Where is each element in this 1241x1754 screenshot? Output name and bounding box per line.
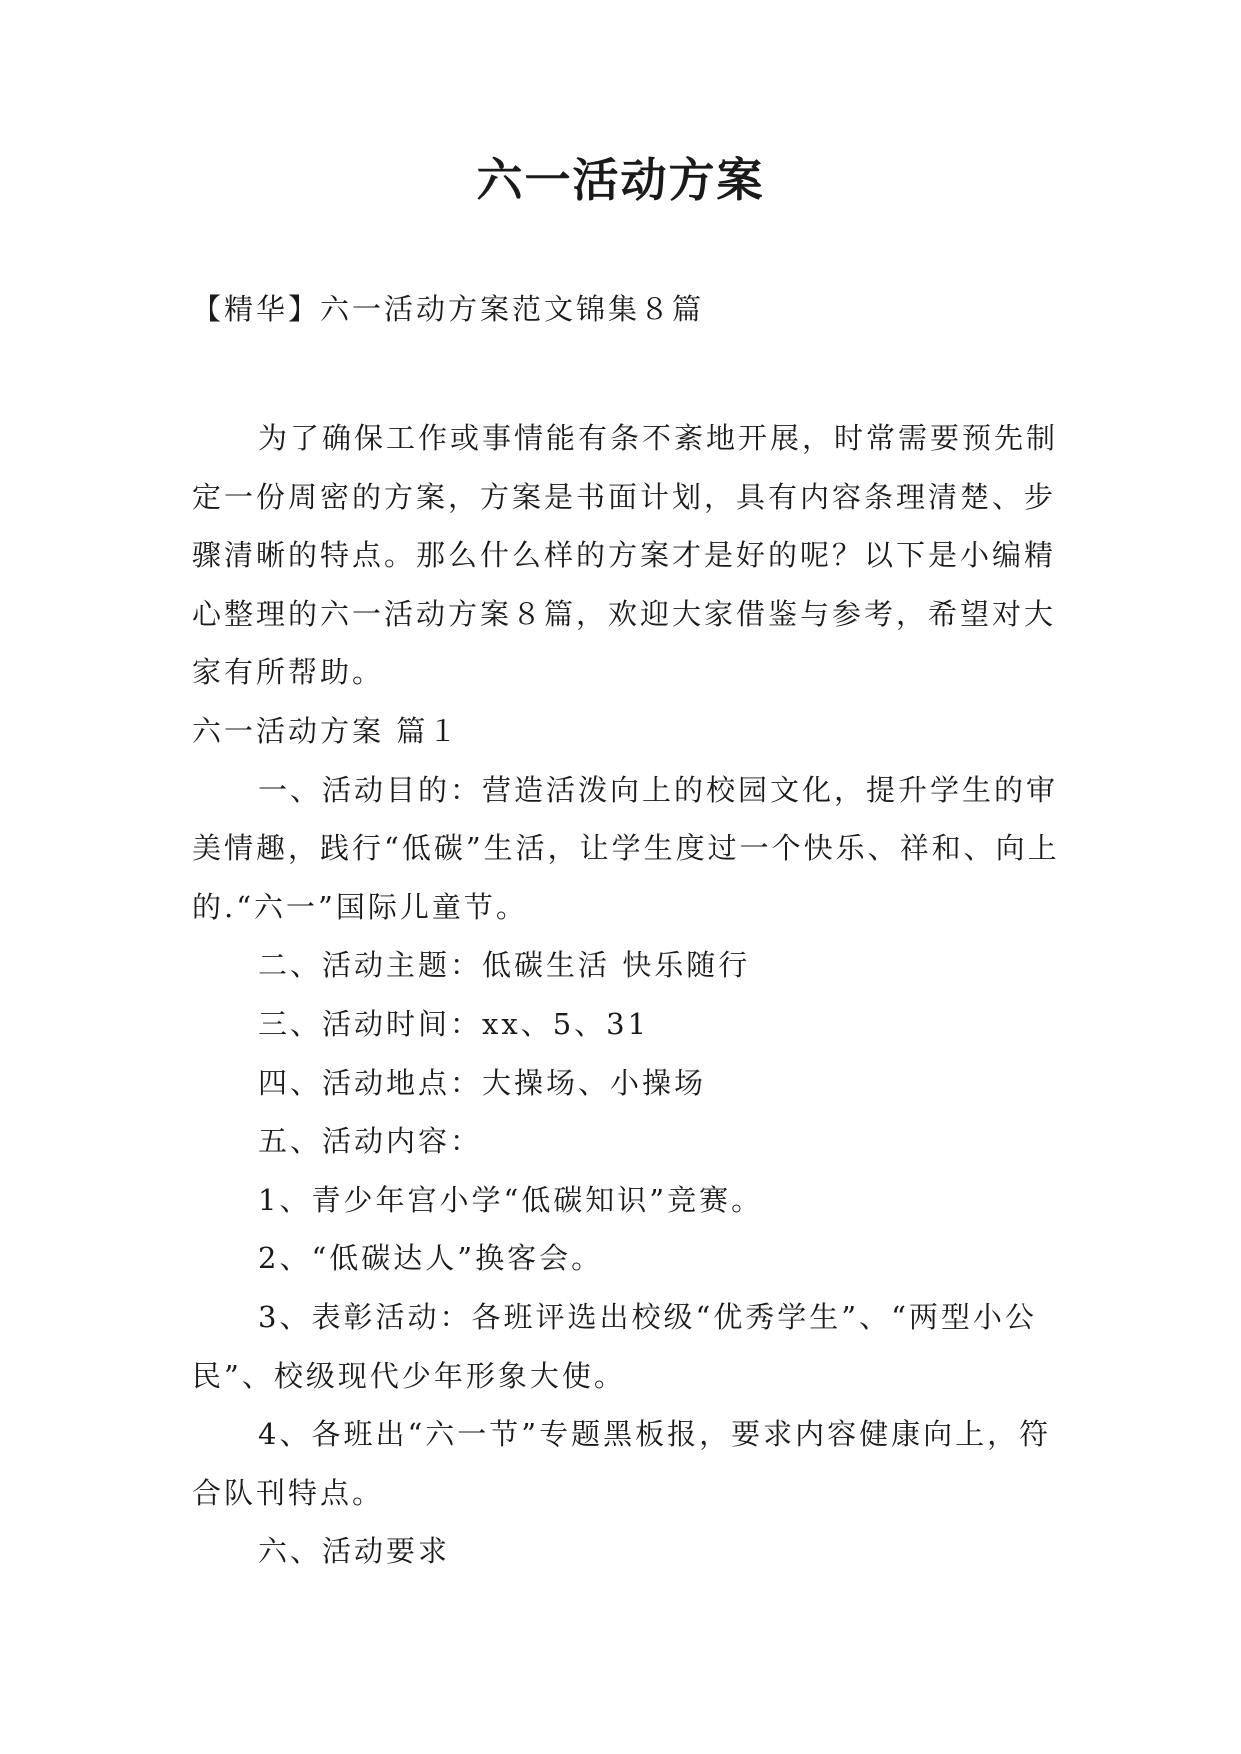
list-item: 3、表彰活动：各班评选出校级“优秀学生”、“两型小公民”、校级现代少年形象大使。 xyxy=(192,1299,1037,1393)
body-paragraph: 六、活动要求 xyxy=(258,1534,451,1569)
document-title: 六一活动方案 xyxy=(476,153,765,207)
body-paragraph: 三、活动时间：xx、5、31 xyxy=(258,1006,650,1041)
document-body xyxy=(192,409,1072,1581)
body-paragraph: 二、活动主题：低碳生活 快乐随行 xyxy=(258,948,751,983)
body-paragraph: 四、活动地点：大操场、小操场 xyxy=(258,1065,707,1100)
section-heading: 六一活动方案 篇１ xyxy=(192,713,461,748)
list-item: 2、“低碳达人”换客会。 xyxy=(258,1241,604,1276)
list-item: 4、各班出“六一节”专题黑板报，要求内容健康向上，符合队刊特点。 xyxy=(192,1417,1052,1510)
intro-paragraph: 为了确保工作或事情能有条不紊地开展，时常需要预先制定一份周密的方案，方案是书面计划，具有内容条理清楚、步骤清晰的特点。那么什么样的方案才是好的呢？以下是小编精心整理的六一活动方案８篇，欢迎大家借鉴与参考，希望对大家有所帮助。 xyxy=(192,421,1059,690)
body-paragraph: 一、活动目的：营造活泼向上的校园文化，提升学生的审美情趣，践行“低碳”生活，让学生度过一个快乐、祥和、向上的.“六一”国际儿童节。 xyxy=(192,772,1060,924)
body-paragraph: 五、活动内容： xyxy=(258,1124,483,1159)
list-item: 1、青少年宫小学“低碳知识”竞赛。 xyxy=(258,1182,764,1217)
document-subtitle: 【精华】六一活动方案范文锦集８篇 xyxy=(192,292,705,326)
